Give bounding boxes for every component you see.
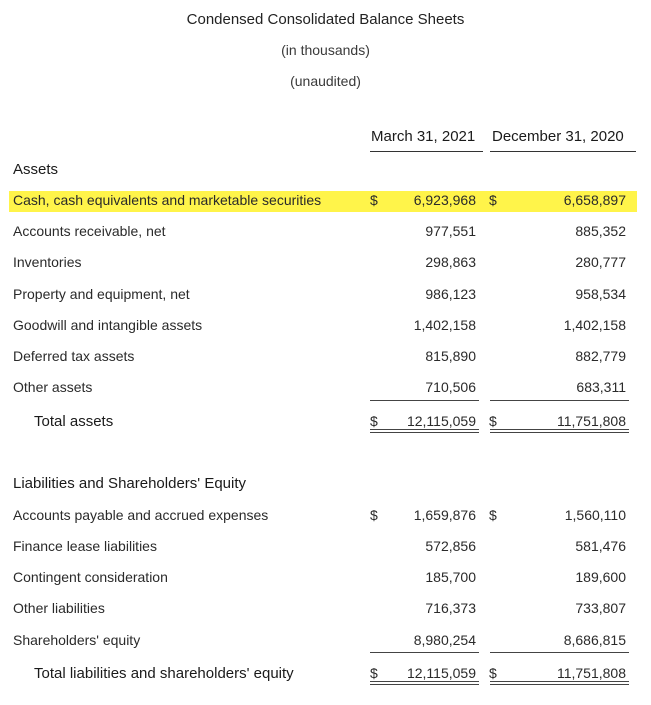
column-header-march-2021: March 31, 2021 bbox=[371, 128, 476, 145]
row-label: Inventories bbox=[13, 254, 82, 270]
table-row bbox=[0, 344, 651, 368]
subtotal-rule bbox=[370, 652, 479, 653]
value-december-2020: 11,751,808 bbox=[556, 665, 626, 681]
subtotal-rule bbox=[490, 400, 629, 401]
table-row bbox=[0, 375, 651, 399]
value-march-2021: 710,506 bbox=[425, 379, 476, 395]
table-row bbox=[0, 596, 651, 620]
double-rule bbox=[490, 681, 629, 682]
value-december-2020: 733,807 bbox=[575, 600, 626, 616]
value-december-2020: 8,686,815 bbox=[563, 632, 626, 648]
value-december-2020: 581,476 bbox=[575, 538, 626, 554]
table-row bbox=[0, 503, 651, 527]
row-label: Total liabilities and shareholders' equity bbox=[34, 665, 294, 682]
row-label: Contingent consideration bbox=[13, 569, 168, 585]
table-row bbox=[0, 219, 651, 243]
table-row bbox=[0, 282, 651, 306]
value-march-2021: 12,115,059 bbox=[406, 413, 476, 429]
row-label: Other liabilities bbox=[13, 600, 105, 616]
row-label: Goodwill and intangible assets bbox=[13, 317, 203, 333]
row-label: Shareholders' equity bbox=[13, 632, 141, 648]
currency-symbol: $ bbox=[489, 507, 497, 523]
value-march-2021: 815,890 bbox=[425, 348, 476, 364]
row-label: Accounts receivable, net bbox=[13, 223, 166, 239]
value-march-2021: 185,700 bbox=[425, 569, 476, 585]
units-subtitle: (in thousands) bbox=[281, 42, 370, 58]
double-rule bbox=[490, 429, 629, 430]
table-row bbox=[0, 188, 651, 212]
row-label: Cash, cash equivalents and marketable securities bbox=[13, 192, 322, 208]
row-label: Deferred tax assets bbox=[13, 348, 135, 364]
status-subtitle: (unaudited) bbox=[290, 73, 361, 89]
row-label: Other assets bbox=[13, 379, 93, 395]
row-label: Finance lease liabilities bbox=[13, 538, 157, 554]
value-march-2021: 8,980,254 bbox=[413, 632, 476, 648]
double-rule bbox=[490, 684, 629, 685]
value-december-2020: 958,534 bbox=[575, 286, 626, 302]
currency-symbol: $ bbox=[489, 413, 497, 429]
liabilities-section-title: Liabilities and Shareholders' Equity bbox=[13, 475, 247, 492]
column-header-underline bbox=[370, 151, 483, 152]
currency-symbol: $ bbox=[370, 192, 378, 208]
value-march-2021: 6,923,968 bbox=[413, 192, 476, 208]
value-march-2021: 1,402,158 bbox=[413, 317, 476, 333]
subtotal-rule bbox=[370, 400, 479, 401]
currency-symbol: $ bbox=[370, 413, 378, 429]
value-december-2020: 882,779 bbox=[575, 348, 626, 364]
value-march-2021: 12,115,059 bbox=[406, 665, 476, 681]
column-header-underline bbox=[490, 151, 636, 152]
value-december-2020: 280,777 bbox=[575, 254, 626, 270]
row-label: Accounts payable and accrued expenses bbox=[13, 507, 269, 523]
value-december-2020: 1,402,158 bbox=[563, 317, 626, 333]
double-rule bbox=[490, 432, 629, 433]
value-december-2020: 189,600 bbox=[575, 569, 626, 585]
column-header-december-2020: December 31, 2020 bbox=[492, 128, 624, 145]
currency-symbol: $ bbox=[370, 665, 378, 681]
value-march-2021: 986,123 bbox=[425, 286, 476, 302]
table-row bbox=[0, 313, 651, 337]
currency-symbol: $ bbox=[489, 192, 497, 208]
double-rule bbox=[370, 681, 479, 682]
value-march-2021: 1,659,876 bbox=[413, 507, 476, 523]
value-december-2020: 885,352 bbox=[575, 223, 626, 239]
value-december-2020: 6,658,897 bbox=[563, 192, 626, 208]
currency-symbol: $ bbox=[370, 507, 378, 523]
double-rule bbox=[370, 684, 479, 685]
value-december-2020: 11,751,808 bbox=[556, 413, 626, 429]
table-row bbox=[0, 250, 651, 274]
double-rule bbox=[370, 432, 479, 433]
table-row bbox=[0, 534, 651, 558]
value-march-2021: 572,856 bbox=[425, 538, 476, 554]
subtotal-rule bbox=[490, 652, 629, 653]
value-march-2021: 298,863 bbox=[425, 254, 476, 270]
currency-symbol: $ bbox=[489, 665, 497, 681]
table-row bbox=[0, 628, 651, 652]
row-label: Total assets bbox=[34, 413, 114, 430]
value-december-2020: 1,560,110 bbox=[564, 507, 626, 523]
document-title: Condensed Consolidated Balance Sheets bbox=[186, 11, 465, 28]
double-rule bbox=[370, 429, 479, 430]
value-march-2021: 977,551 bbox=[425, 223, 476, 239]
value-december-2020: 683,311 bbox=[576, 379, 626, 395]
assets-section-title: Assets bbox=[13, 161, 59, 178]
table-row bbox=[0, 565, 651, 589]
row-label: Property and equipment, net bbox=[13, 286, 190, 302]
value-march-2021: 716,373 bbox=[425, 600, 476, 616]
